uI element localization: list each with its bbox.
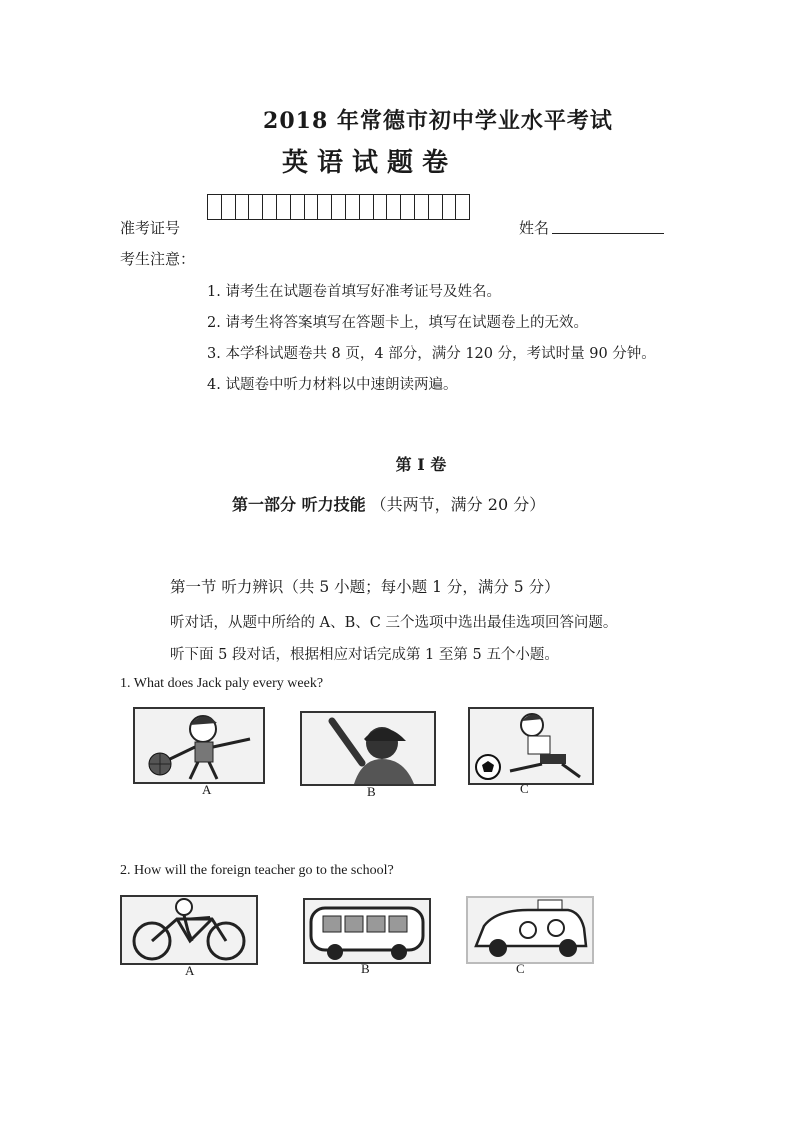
section-title: 第一节 听力辨识（共 5 小题；每小题 1 分，满分 5 分） — [170, 578, 560, 596]
question-2-option-a-image[interactable] — [120, 895, 258, 965]
name-field[interactable] — [552, 233, 664, 234]
volume-title: 第 I 卷 — [395, 455, 447, 474]
soccer-player-icon — [470, 709, 592, 783]
question-1-option-a-image[interactable] — [133, 707, 265, 784]
question-2-option-c-letter: C — [516, 961, 525, 976]
question-1-option-c-image[interactable] — [468, 707, 594, 785]
exam-subtitle: 英语试题卷 — [282, 148, 458, 178]
question-2-option-b-letter: B — [361, 961, 370, 976]
notice-item: 3. 本学科试题卷共 8 页，4 部分，满分 120 分，考试时量 90 分钟。 — [207, 346, 656, 362]
question-2-text: 2. How will the foreign teacher go to the school? — [120, 863, 394, 878]
question-1-option-b-letter: B — [367, 784, 376, 799]
section-instruction: 听下面 5 段对话，根据相应对话完成第 1 至第 5 五个小题。 — [170, 647, 559, 663]
bus-icon — [305, 900, 429, 962]
part-heading — [232, 492, 545, 515]
taxi-icon — [468, 898, 592, 962]
question-2-option-a-letter: A — [185, 963, 195, 978]
notice-item: 4. 试题卷中听力材料以中速朗读两遍。 — [207, 377, 458, 393]
part-note: （共两节，满分 20 分） — [370, 495, 546, 514]
question-1-option-c-letter: C — [520, 781, 529, 796]
notice-label: 考生注意： — [120, 250, 196, 268]
question-2-option-b-image[interactable] — [303, 898, 431, 964]
notice-item: 2. 请考生将答案填写在答题卡上，填写在试题卷上的无效。 — [207, 315, 588, 331]
bicycle-icon — [122, 897, 256, 963]
name-label: 姓名 — [519, 219, 550, 237]
notice-item: 1. 请考生在试题卷首填写好准考证号及姓名。 — [207, 284, 501, 300]
question-1-text: 1. What does Jack paly every week? — [120, 676, 324, 691]
question-1-option-a-letter: A — [202, 782, 212, 797]
basketball-boy-icon — [135, 709, 263, 782]
candidate-id-boxes[interactable] — [207, 194, 470, 220]
part-title: 第一部分 听力技能 — [232, 495, 366, 514]
question-1-option-b-image[interactable] — [300, 711, 436, 786]
question-2-option-c-image[interactable] — [466, 896, 594, 964]
baseball-batter-icon — [302, 713, 434, 784]
exam-title: 2018 年常德市初中学业水平考试 — [263, 108, 613, 134]
candidate-id-label: 准考证号 — [120, 219, 181, 237]
section-instruction: 听对话，从题中所给的 A、B、C 三个选项中选出最佳选项回答问题。 — [170, 615, 618, 631]
